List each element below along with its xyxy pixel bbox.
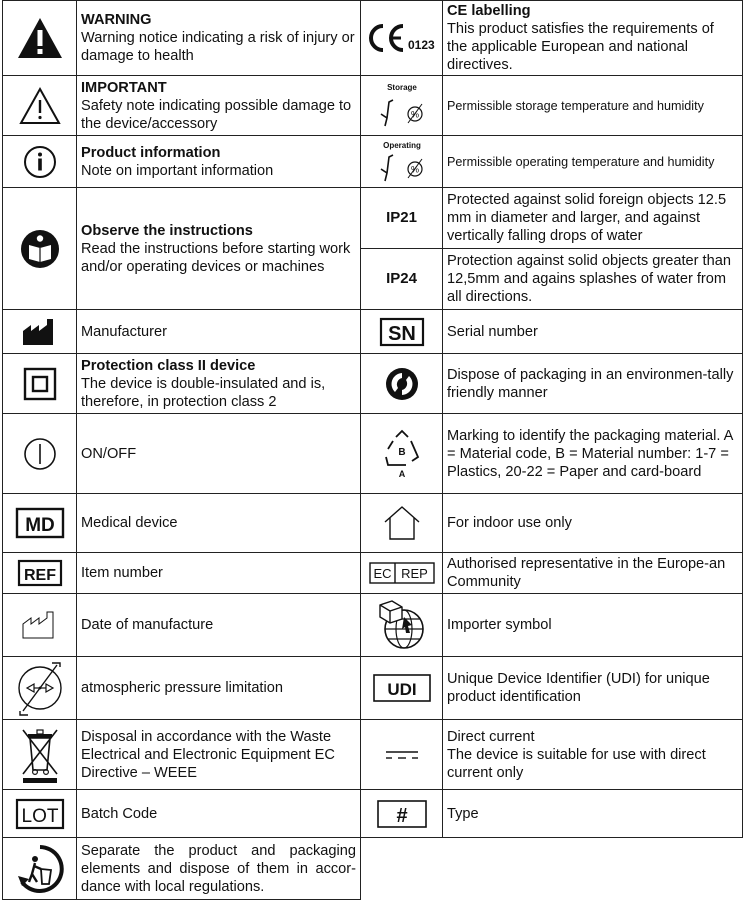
table-row: [3, 553, 743, 594]
table-row: [3, 657, 743, 720]
icon-cell: [3, 188, 77, 310]
description-cell: [77, 838, 361, 900]
operating-temperature-humidity-icon: [367, 139, 437, 185]
symbol-title: IMPORTANT: [81, 79, 167, 96]
symbol-title: Observe the instructions: [81, 222, 253, 239]
udi-text: UDI: [386, 680, 417, 699]
ce-mark-icon: [363, 18, 441, 58]
description-cell: [443, 790, 743, 838]
symbol-description: Dispose of packaging in an environmen-tally friendly manner: [447, 366, 734, 401]
table-row: [3, 1, 743, 76]
svg-text:%: %: [410, 109, 419, 119]
symbol-description: Permissible operating temperature and humidity: [447, 154, 715, 169]
icon-cell: [361, 553, 443, 594]
symbol-description: Medical device: [81, 515, 178, 531]
weee-crossed-bin-icon: [18, 726, 62, 784]
direct-current-icon: [382, 748, 422, 762]
table-row: [3, 838, 743, 900]
icon-cell: [3, 310, 77, 354]
date-of-manufacture-icon: [20, 610, 60, 640]
table-row: [3, 188, 743, 249]
description-cell: [443, 720, 743, 790]
icon-cell: [361, 76, 443, 136]
symbol-description: Authorised representative in the Europe-an Community: [447, 556, 726, 590]
packaging-material-recycle-icon: [380, 429, 424, 479]
operating-label: Operating: [382, 140, 421, 150]
symbol-description: Date of manufacture: [81, 617, 214, 633]
table-row: [3, 594, 743, 657]
symbol-description: Read the instructions before starting work and/or operating devices or machines: [81, 240, 351, 275]
icon-cell: [3, 494, 77, 553]
icon-cell: [361, 188, 443, 249]
hash-text: #: [395, 804, 408, 827]
protection-class-2-icon: [23, 367, 57, 401]
ref-icon: [17, 559, 63, 587]
description-cell: [77, 494, 361, 553]
icon-cell: [3, 790, 77, 838]
symbol-description: Note on important information: [81, 162, 274, 179]
symbol-title-plain: Direct current: [447, 728, 535, 745]
symbol-description: Protected against solid foreign objects 12.5 mm in diameter and larger, and against vertically falling drops of water: [447, 192, 727, 244]
sn-text: SN: [387, 322, 416, 345]
read-instructions-icon: [20, 229, 60, 269]
description-cell: [443, 354, 743, 414]
description-cell: [443, 249, 743, 310]
power-on-off-icon: [23, 437, 57, 471]
description-cell: [443, 414, 743, 494]
symbol-description: Safety note indicating possible damage to the device/accessory: [81, 97, 352, 132]
symbol-description: Disposal in accordance with the Waste Electrical and Electronic Equipment EC Directive – WEEE: [81, 728, 335, 781]
icon-cell: [3, 76, 77, 136]
symbol-description: Importer symbol: [447, 617, 552, 633]
icon-cell: [3, 1, 77, 76]
storage-label: Storage: [386, 82, 417, 92]
warning-triangle-filled-icon: [17, 16, 63, 60]
description-cell: [443, 553, 743, 594]
storage-temperature-humidity-icon: [367, 80, 437, 132]
icon-cell: [3, 414, 77, 494]
hash-type-icon: [376, 799, 428, 829]
icon-cell: [361, 136, 443, 188]
icon-cell: [361, 414, 443, 494]
icon-cell: [361, 594, 443, 657]
icon-cell: [3, 657, 77, 720]
symbol-description: For indoor use only: [447, 515, 572, 531]
symbol-description: Separate the product and packaging elements and dispose of them in accor-dance with local regulations.: [81, 842, 356, 895]
lot-icon: [15, 798, 65, 830]
manufacturer-icon: [20, 317, 60, 347]
icon-cell: [361, 657, 443, 720]
indoor-use-house-icon: [382, 504, 422, 542]
svg-text:%: %: [410, 164, 419, 174]
description-cell: [443, 594, 743, 657]
description-cell: [443, 136, 743, 188]
description-cell: [77, 657, 361, 720]
table-row: [3, 494, 743, 553]
udi-icon: [372, 673, 432, 703]
table-row: [3, 76, 743, 136]
icon-cell: [3, 136, 77, 188]
icon-cell: [361, 354, 443, 414]
empty-cell: [361, 838, 743, 900]
description-cell: [77, 1, 361, 76]
material-number-text: B: [397, 446, 406, 458]
ip21-label: IP21: [386, 209, 417, 226]
ref-text: REF: [23, 567, 56, 584]
symbol-description: Type: [447, 805, 479, 822]
description-cell: [77, 720, 361, 790]
serial-number-icon: [379, 317, 425, 347]
table-row: [3, 310, 743, 354]
symbol-description: Marking to identify the packaging material. A = Material code, B = Material number: 1-7 = Plastics, 20-22 = Paper and card-board: [447, 427, 733, 480]
table-row: [3, 790, 743, 838]
ce-number: 0123: [407, 38, 435, 52]
symbol-description: Manufacturer: [81, 323, 167, 340]
symbol-description: The device is double-insulated and is, therefore, in protection class 2: [81, 375, 326, 410]
symbol-description: Warning notice indicating a risk of injury or damage to health: [81, 30, 355, 64]
ec-rep-icon: [369, 561, 435, 585]
separate-dispose-icon: [13, 842, 67, 896]
symbol-description: Protection against solid objects greater than 12,5mm and agains splashes of water from all directions.: [447, 253, 731, 305]
description-cell: [77, 553, 361, 594]
description-cell: [77, 136, 361, 188]
green-dot-recycle-icon: [384, 366, 420, 402]
icon-cell: [3, 594, 77, 657]
ec-text: EC: [372, 566, 392, 581]
symbol-description: Unique Device Identifier (UDI) for unique product identification: [447, 671, 710, 705]
icon-cell: [361, 249, 443, 310]
description-cell: [77, 310, 361, 354]
icon-cell: [361, 494, 443, 553]
icon-cell: [3, 553, 77, 594]
description-cell: [443, 310, 743, 354]
description-cell: [77, 188, 361, 310]
md-text: MD: [24, 515, 55, 536]
symbol-title: WARNING: [81, 12, 152, 28]
icon-cell: [3, 354, 77, 414]
symbol-description: This product satisfies the requirements of the applicable European and national directives.: [447, 21, 714, 73]
description-cell: [77, 76, 361, 136]
symbol-description: Serial number: [447, 323, 538, 340]
symbol-description: Permissible storage temperature and humidity: [447, 98, 704, 113]
description-cell: [443, 188, 743, 249]
description-cell: [77, 594, 361, 657]
icon-cell: [3, 838, 77, 900]
warning-triangle-outline-icon: [19, 86, 61, 126]
symbol-description: atmospheric pressure limitation: [81, 680, 283, 696]
symbol-description: Item number: [81, 565, 163, 581]
info-icon: [22, 144, 58, 180]
description-cell: [77, 414, 361, 494]
icon-cell: [361, 790, 443, 838]
symbol-description: ON/OFF: [81, 445, 137, 462]
material-code-text: A: [398, 468, 405, 479]
symbol-title: Product information: [81, 144, 221, 161]
medical-device-icon: [15, 507, 65, 539]
icon-cell: [361, 720, 443, 790]
table-row: [3, 354, 743, 414]
table-row: [3, 136, 743, 188]
description-cell: [77, 354, 361, 414]
description-cell: [443, 494, 743, 553]
importer-globe-icon: [376, 599, 428, 651]
ip24-label: IP24: [386, 270, 417, 287]
symbol-description: Batch Code: [81, 805, 158, 822]
icon-cell: [3, 720, 77, 790]
rep-text: REP: [400, 566, 428, 581]
icon-cell: [361, 1, 443, 76]
description-cell: [77, 790, 361, 838]
description-cell: [443, 1, 743, 76]
symbols-table: [2, 0, 743, 900]
atmospheric-pressure-icon: [10, 659, 70, 717]
icon-cell: [361, 310, 443, 354]
symbol-title: CE labelling: [447, 3, 531, 19]
symbol-title: Protection class II device: [81, 357, 256, 374]
table-row: [3, 720, 743, 790]
description-cell: [443, 76, 743, 136]
description-cell: [443, 657, 743, 720]
symbol-description: The device is suitable for use with direct current only: [447, 746, 706, 781]
lot-text: LOT: [21, 805, 58, 827]
table-row: [3, 414, 743, 494]
